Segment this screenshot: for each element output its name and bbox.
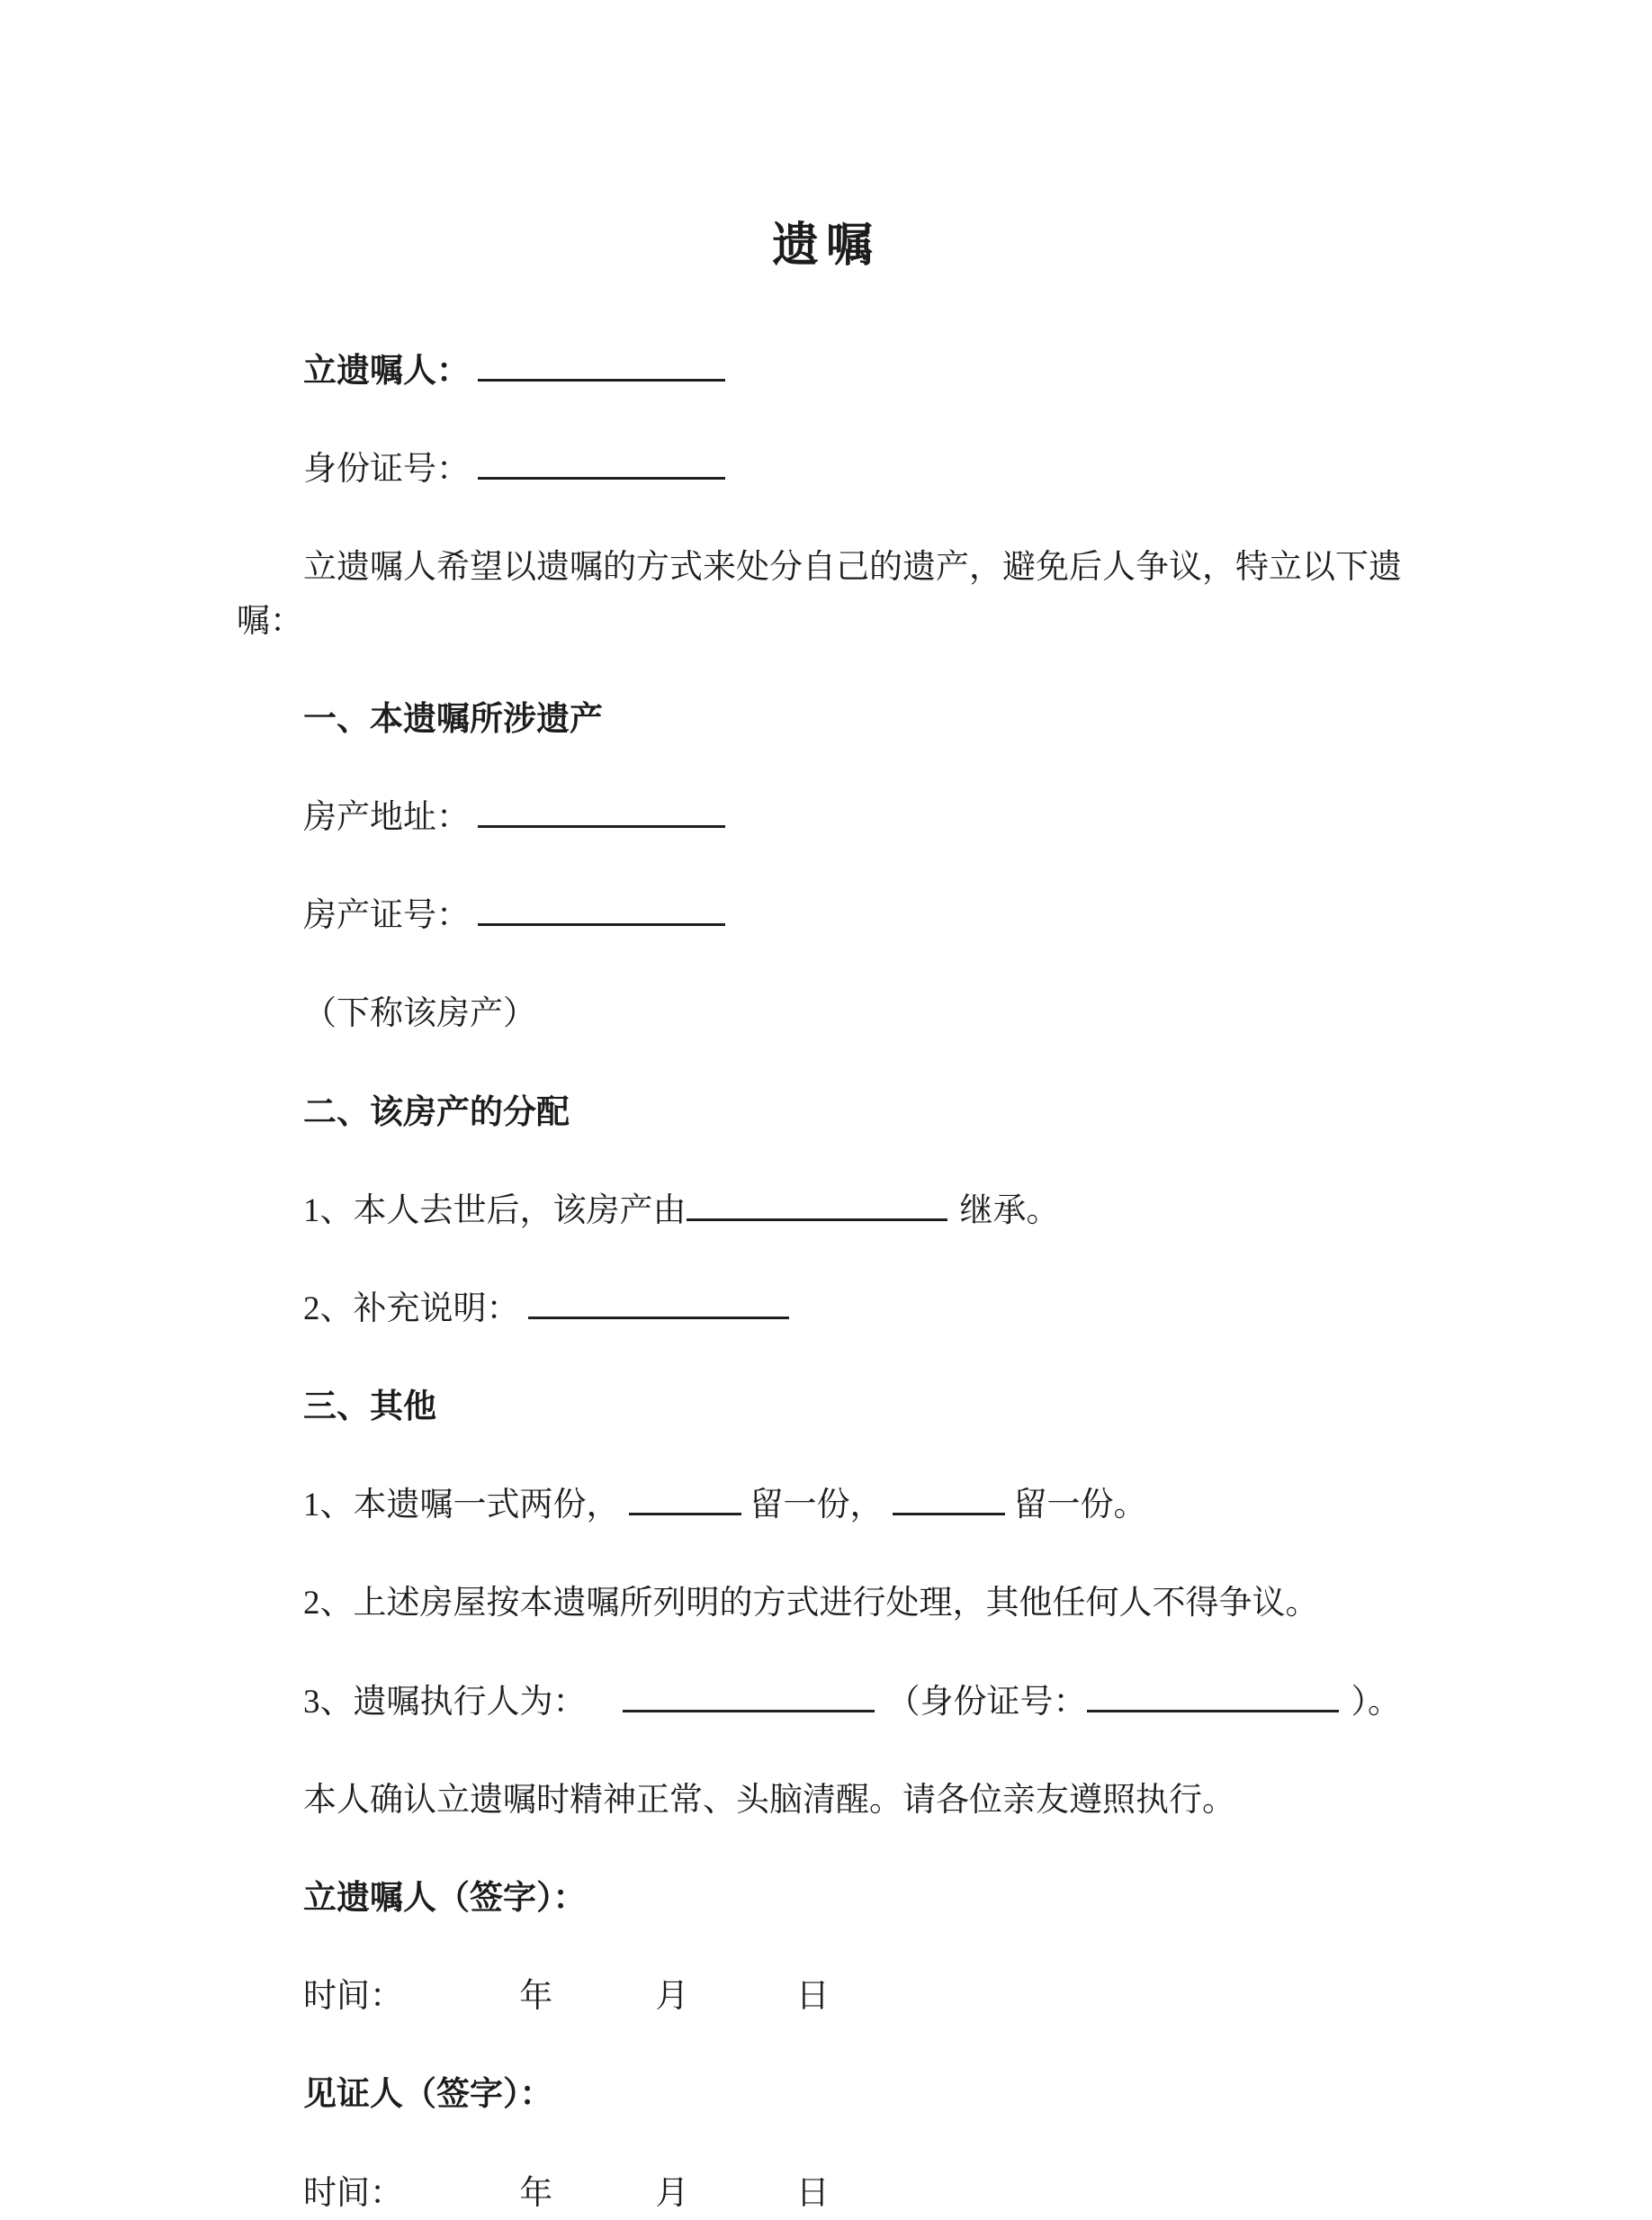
day-label: 日 (795, 2174, 830, 2212)
closing-statement: 本人确认立遗嘱时精神正常、头脑清醒。请各位亲友遵照执行。 (303, 1781, 1235, 1819)
heir-name-blank (687, 1188, 947, 1221)
section2-heading: 二、该房产的分配 (303, 1093, 570, 1131)
section1-heading: 一、本遗嘱所涉遗产 (303, 700, 603, 738)
date-label: 时间： (303, 2174, 403, 2212)
executor-id-label: （身份证号： (886, 1683, 1087, 1721)
executor-name-blank (623, 1679, 875, 1712)
day-label: 日 (795, 1978, 830, 2016)
copies-clause-line (237, 1479, 1415, 1532)
testator-date-line (237, 1970, 1415, 2023)
year-label: 年 (519, 1978, 553, 2016)
property-cert-label: 房产证号： (303, 897, 470, 935)
inheritance-clause-prefix: 1、本人去世后，该房产由 (303, 1191, 687, 1229)
document-title: 遗嘱 (771, 220, 880, 272)
executor-clause-prefix: 3、遗嘱执行人为： (303, 1683, 587, 1721)
witness-date-line (237, 2167, 1415, 2220)
id-number-label: 身份证号： (303, 451, 470, 489)
property-address-blank (478, 795, 725, 828)
month-label: 月 (655, 1978, 689, 2016)
testator-signature-label: 立遗嘱人（签字）： (303, 1880, 587, 1917)
property-alias-note: （下称该房产） (303, 995, 536, 1033)
testator-label: 立遗嘱人： (303, 353, 470, 390)
executor-id-blank (1087, 1679, 1339, 1712)
property-address-line (237, 791, 1415, 844)
witness-signature-label: 见证人（签字）： (303, 2076, 553, 2114)
date-label: 时间： (303, 1978, 403, 2016)
month-label: 月 (655, 2174, 689, 2212)
handling-clause-line: 2、上述房屋按本遗嘱所列明的方式进行处理，其他任何人不得争议。 (303, 1585, 1319, 1622)
inheritance-clause-suffix: 继承。 (959, 1191, 1060, 1229)
document-content (237, 207, 1415, 2220)
id-number-blank (478, 446, 725, 480)
executor-clause-line (237, 1676, 1415, 1729)
testator-blank (478, 348, 725, 382)
section3-heading: 三、其他 (303, 1389, 436, 1426)
property-cert-blank (478, 893, 725, 926)
inheritance-clause-line (237, 1184, 1415, 1237)
copy-holder-blank-2 (893, 1482, 1005, 1515)
copies-clause-part2: 留一份， (750, 1487, 884, 1524)
property-cert-line (237, 889, 1415, 942)
executor-clause-suffix: ）。 (1351, 1683, 1401, 1721)
testator-field-line (237, 345, 1415, 398)
property-address-label: 房产地址： (303, 798, 470, 836)
supplement-blank (528, 1286, 789, 1319)
id-number-field-line (237, 443, 1415, 496)
supplement-label: 2、补充说明： (303, 1290, 520, 1327)
supplement-clause-line (237, 1282, 1415, 1335)
year-label: 年 (519, 2174, 553, 2212)
copy-holder-blank-1 (629, 1482, 741, 1515)
intro-paragraph: 立遗嘱人希望以遗嘱的方式来处分自己的遗产，避免后人争议，特立以下遗嘱： (237, 549, 1402, 640)
copies-clause-part1: 1、本遗嘱一式两份， (303, 1487, 620, 1524)
copies-clause-part3: 留一份。 (1013, 1487, 1147, 1524)
